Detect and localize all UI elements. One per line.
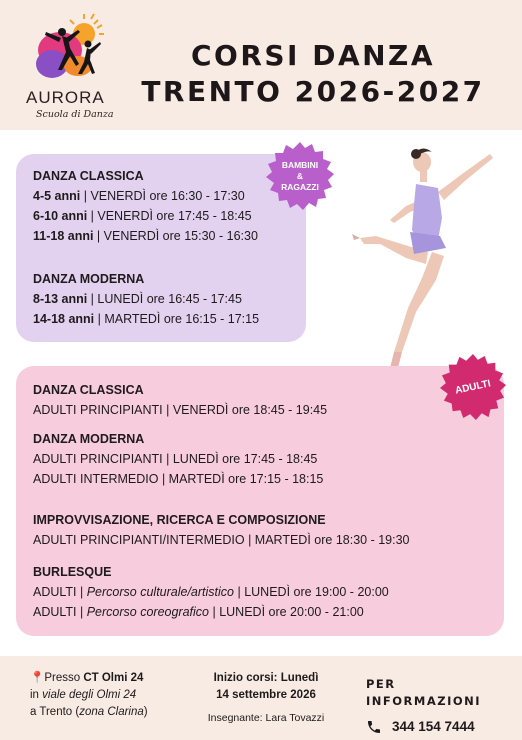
street: viale degli Olmi 24 [42,689,137,701]
schedule-row: ADULTI INTERMEDIO | MARTEDÌ ore 17:15 - 18:15 [33,472,324,486]
badge-text: ADULTI [454,377,492,397]
schedule-row [33,186,258,206]
section-title: DANZA CLASSICA [33,383,144,397]
schedule-text: | VENERDÌ ore 15:30 - 16:30 [93,229,258,243]
schedule-row: ADULTI | Percorso coreografico | LUNEDÌ ore 20:00 - 21:00 [33,605,364,619]
age-range: 6-10 anni [33,209,88,223]
start-date: 14 settembre 2026 [216,689,316,701]
section-title: DANZA MODERNA [33,272,145,286]
schedule-text: | VENERDÌ ore 17:45 - 18:45 [87,209,252,223]
schedule-row: ADULTI PRINCIPIANTI/INTERMEDIO | MARTEDÌ ore 18:30 - 19:30 [33,533,410,547]
age-range: 8-13 anni [33,292,88,306]
badge-text: BAMBINI & RAGAZZI [281,159,319,192]
kids-classica-section [33,166,258,246]
course-path: Percorso coreografico [86,605,209,619]
schedule-row: ADULTI PRINCIPIANTI | VENERDÌ ore 18:45 - 19:45 [33,403,328,417]
footer [0,656,522,740]
adults-moderna-section [33,429,323,489]
aurora-logo [26,8,122,120]
age-range: 14-18 anni [33,312,95,326]
schedule-row [33,309,259,329]
start-block [196,670,336,727]
section-title: DANZA MODERNA [33,432,145,446]
ballerina-image [350,140,510,370]
schedule-row [33,289,259,309]
schedule-row: ADULTI PRINCIPIANTI | LUNEDÌ ore 17:45 - 18:45 [33,452,318,466]
adults-burlesque-section [33,562,389,622]
logo-name: AURORA [26,88,105,107]
adults-badge [440,354,506,420]
title-line-1: CORSI DANZA [190,39,436,72]
page-title [128,38,498,110]
course-path: Percorso culturale/artistico [86,585,234,599]
age-range: 4-5 anni [33,189,81,203]
schedule-row: ADULTI | Percorso culturale/artistico | LUNEDÌ ore 19:00 - 20:00 [33,585,389,599]
section-title: IMPROVVISAZIONE, RICERCA E COMPOSIZIONE [33,513,326,527]
kids-badge [266,142,334,210]
section-title: BURLESQUE [33,565,112,579]
location-pin-icon: 📍 [30,672,45,684]
adults-improv-section [33,510,410,550]
schedule-text: | VENERDÌ ore 16:30 - 17:30 [80,189,245,203]
kids-moderna-section [33,269,259,329]
info-block [366,676,516,735]
adults-classica-section [33,380,327,420]
title-line-2: TRENTO 2026-2027 [141,75,485,108]
location-block: 📍Presso CT Olmi 24 in viale degli Olmi 24 a Trento (zona Clarina) [30,672,148,718]
zone: zona Clarina [79,706,144,718]
logo-subtitle: Scuola di Danza [36,109,114,120]
schedule-row [33,206,258,226]
phone-number[interactable]: 344 154 7444 [392,719,475,734]
schedule-text: | MARTEDÌ ore 16:15 - 17:15 [94,312,260,326]
aurora-logo-icon [32,8,112,88]
info-title: PER INFORMAZIONI [366,677,482,708]
schedule-text: | LUNEDÌ ore 16:45 - 17:45 [87,292,242,306]
start-label: Inizio corsi: Lunedì [213,672,319,684]
venue-name: CT Olmi 24 [83,672,144,684]
section-title: DANZA CLASSICA [33,169,144,183]
schedule-row [33,226,258,246]
header [0,0,522,130]
phone-icon [366,719,382,735]
teacher: Insegnante: Lara Tovazzi [207,712,325,724]
age-range: 11-18 anni [33,229,94,243]
